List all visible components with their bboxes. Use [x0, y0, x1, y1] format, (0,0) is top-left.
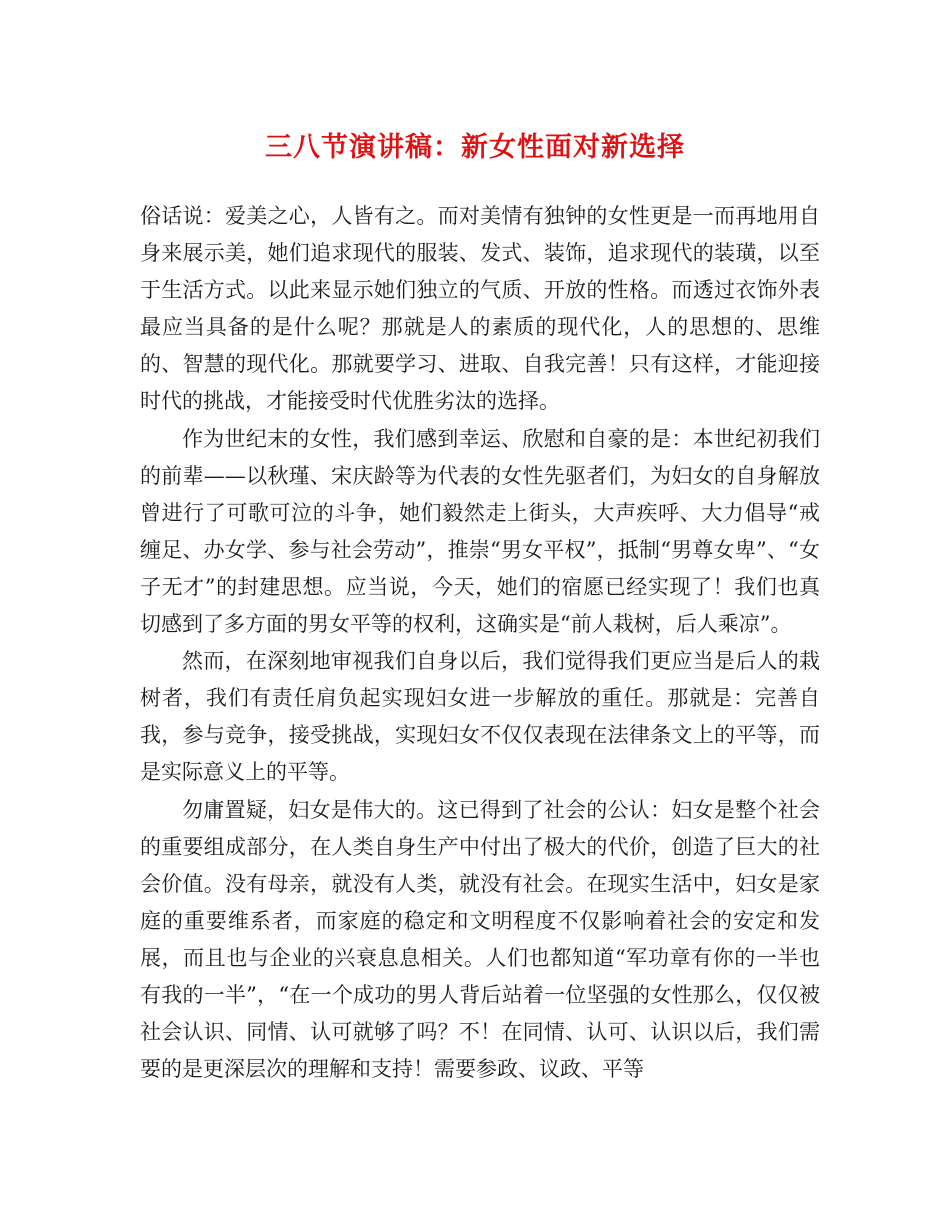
paragraph-1: 俗话说：爱美之心，人皆有之。而对美情有独钟的女性更是一而再地用自身来展示美，她们追求现代的服装、发式、装饰，追求现代的装璜，以至于生活方式。以此来显示她们独立的气质、开放的性格。而透过衣饰外表最应当具备的是什么呢？那就是人的素质的现代化，人的思想的、思维的、智慧的现代化。那就要学习、进取、自我完善！只有这样，才能迎接时代的挑战，才能接受时代优胜劣汰的选择。 [140, 204, 820, 414]
paragraph-3: 然而，在深刻地审视我们自身以后，我们觉得我们更应当是后人的栽树者，我们有责任肩负起实现妇女进一步解放的重任。那就是：完善自我，参与竞争，接受挑战，实现妇女不仅仅表现在法律条文上的平等，而是实际意义上的平等。 [140, 649, 820, 785]
document-body [140, 198, 820, 1088]
paragraph-2: 作为世纪末的女性，我们感到幸运、欣慰和自豪的是：本世纪初我们的前辈——以秋瑾、宋庆龄等为代表的女性先驱者们，为妇女的自身解放曾进行了可歌可泣的斗争，她们毅然走上街头，大声疾呼、大力倡导“戒缠足、办女学、参与社会劳动”，推崇“男女平权”，抵制“男尊女卑”、“女子无才”的封建思想。应当说，今天，她们的宿愿已经实现了！我们也真切感到了多方面的男女平等的权利，这确实是“前人栽树，后人乘凉”。 [140, 426, 820, 637]
document-title: 三八节演讲稿：新女性面对新选择 [265, 132, 685, 163]
paragraph-4: 勿庸置疑，妇女是伟大的。这已得到了社会的公认：妇女是整个社会的重要组成部分，在人类自身生产中付出了极大的代价，创造了巨大的社会价值。没有母亲，就没有人类，就没有社会。在现实生活中，妇女是家庭的重要维系者，而家庭的稳定和文明程度不仅影响着社会的安定和发展，而且也与企业的兴衰息息相关。人们也都知道“军功章有你的一半也有我的一半”，“在一个成功的男人背后站着一位坚强的女性那么，仅仅被社会认识、同情、认可就够了吗？不！在同情、认可、认识以后，我们需要的是更深层次的理解和支持！需要参政、议政、平等 [140, 797, 820, 1082]
